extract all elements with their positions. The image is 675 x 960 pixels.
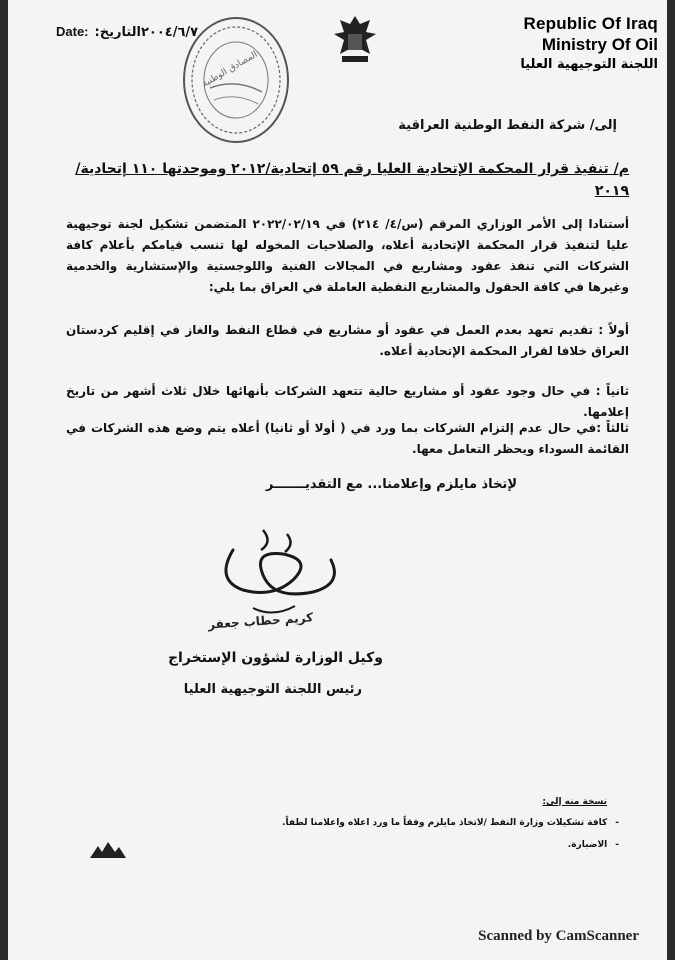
letterhead xyxy=(498,14,658,72)
recipient-line: إلى/ شركة النفط الوطنية العراقية xyxy=(398,118,617,133)
intro-paragraph: أستنادا إلى الأمر الوزاري المرقم (س/٤/ ٢١٤) في ٢٠٢٢/٠٢/١٩ المتضمن تشكيل لجنة توجيهية عليا لتنفيذ قرار المحكمة الإتحادية أعلاه، والصلاحيات المخوله لها تنسب قيامكم بأعلام كافة الشركات التي تنفذ عقود ومشاريع في المجالات الفنية واللوجستية والإستشارية والخدمية وغيرها في كافة الحقول والمشاريع النفطية العاملة في العراق بما يلي: xyxy=(66,217,629,294)
signer-title: وكيل الوزارة لشؤون الإستخراج xyxy=(167,650,383,666)
scanner-watermark: Scanned by CamScanner xyxy=(478,928,639,944)
letter-page xyxy=(8,0,667,960)
closing-line: لإتخاذ مايلزم وإعلامنا... مع التقديـــــــر xyxy=(265,477,517,492)
official-stamp xyxy=(178,8,294,148)
cc-item: -كافة تشكيلات وزارة النفط /لاتخاذ مايلزم وفقاً ما ورد اعلاه واعلامنا لطفاً. xyxy=(282,818,619,828)
committee-name: اللجنة التوجيهية العليا xyxy=(520,57,658,72)
country-name: Republic Of Iraq xyxy=(523,14,658,33)
item-third: ثالثاً :في حال عدم إلتزام الشركات بما ورد في ( أولا أو ثانيا) أعلاه يتم وضع هذه الشركات في القائمة السوداء ويحظر التعامل معها. xyxy=(66,421,629,456)
cc-heading: نسخة منه إلى: xyxy=(542,797,607,807)
item-second: ثانياً : في حال وجود عقود أو مشاريع حالية تتعهد الشركات بأنهائها خلال ثلاث أشهر من تاريخ إعلامها. xyxy=(66,384,629,419)
date-line xyxy=(56,24,198,40)
cc-item-text: الاضبارة. xyxy=(567,840,608,850)
ministry-name: Ministry Of Oil xyxy=(541,35,658,54)
signer-subtitle: رئيس اللجنة التوجيهية العليا xyxy=(183,682,362,697)
item-first: أولاً : تقديم تعهد بعدم العمل في عقود أو مشاريع في قطاع النفط والغاز في إقليم كردستان العراق خلافا لقرار المحكمة الإتحادية أعلاه. xyxy=(66,323,629,358)
mountains-logo-icon xyxy=(88,838,128,860)
cc-item-text: كافة تشكيلات وزارة النفط /لاتخاذ مايلزم وفقاً ما ورد اعلاه واعلامنا لطفاً. xyxy=(282,818,608,828)
stamp-text: المصادق الوطنية xyxy=(200,49,260,90)
subject-line-2: ٢٠١٩ xyxy=(594,183,629,199)
date-label: Date: xyxy=(56,24,89,39)
iraq-eagle-emblem xyxy=(326,10,384,68)
date-label-arabic: التاريخ: xyxy=(94,25,141,40)
subject-line xyxy=(68,158,629,202)
date-value: ٢٠٠٤/٦/٧ xyxy=(140,25,199,40)
signer-name: كريم حطاب جعفر xyxy=(207,610,314,632)
subject-line-1: م/ تنفيذ قرار المحكمة الإتحادية العليا رقم ٥٩ إتحادية/٢٠١٢ وموحدتها ١١٠ إتحادية/ xyxy=(75,161,629,177)
cc-item: -الاضبارة. xyxy=(567,840,619,850)
